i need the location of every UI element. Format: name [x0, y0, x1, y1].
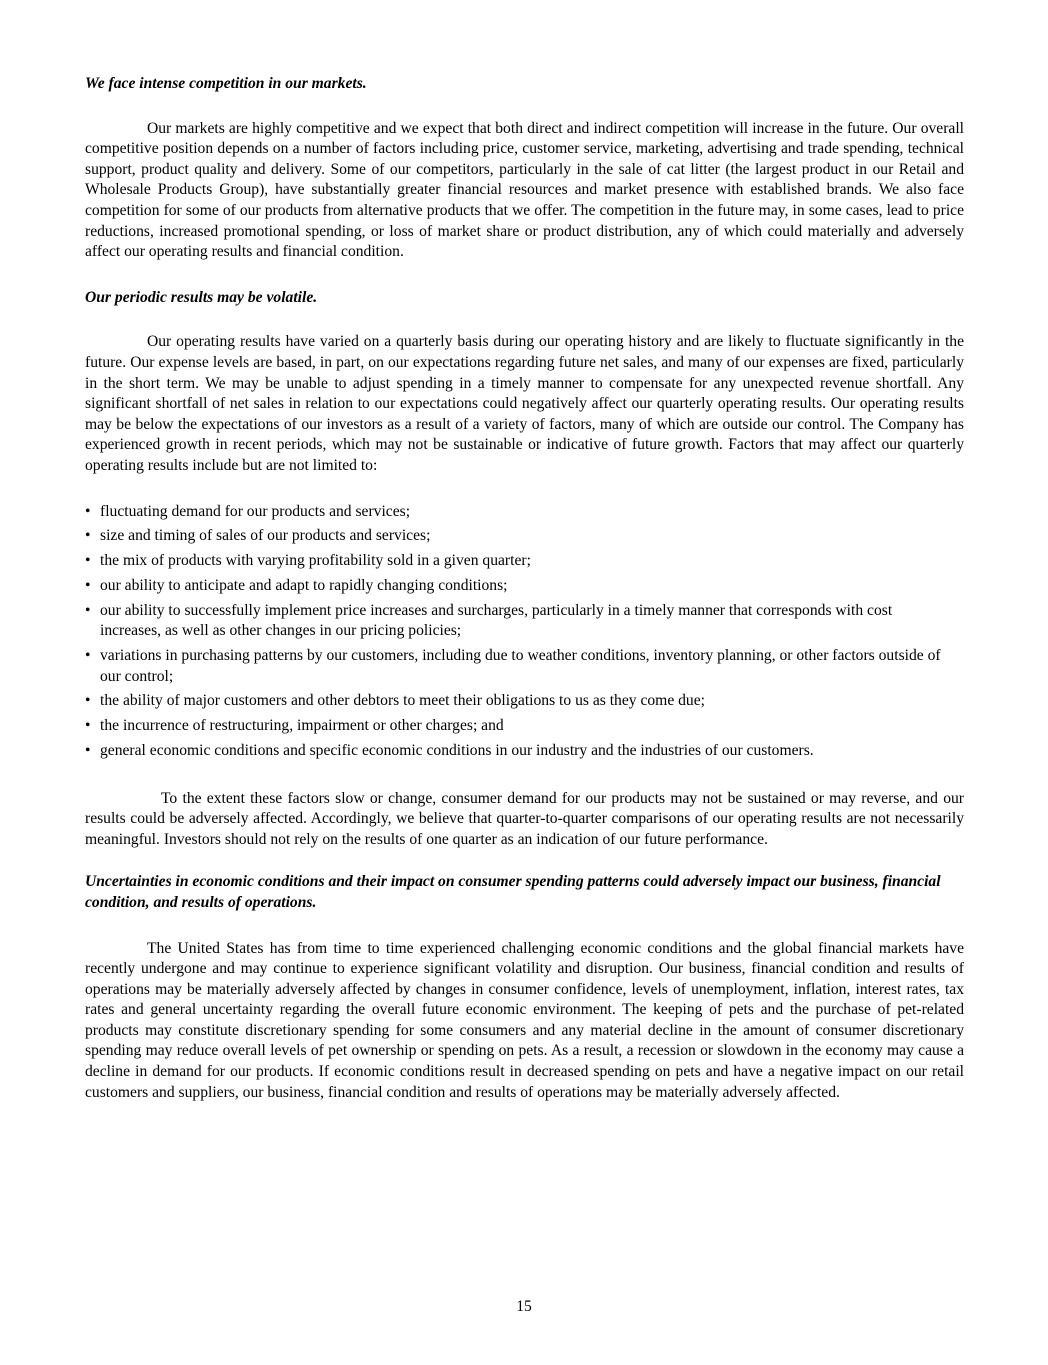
list-item [85, 601, 964, 642]
bullet-icon: • [85, 502, 91, 520]
bullet-icon: • [85, 601, 91, 619]
list-item-text: general economic conditions and specific economic conditions in our industry and the industries of our customers. [100, 741, 814, 759]
list-item [85, 551, 964, 572]
volatility-paragraph: Our operating results have varied on a quarterly basis during our operating history and are likely to fluctuate significantly in the future. Our expense levels are based, in part, on our expectations regarding future net sales, and many of our expenses are fixed, particularly in the short term. We may be unable to adjust spending in a timely manner to compensate for any unexpected revenue shortfall. Any significant shortfall of net sales in relation to our expectations could negatively affect our quarterly operating results. Our operating results may be below the expectations of our investors as a result of a variety of factors, many of which are outside our control. The Company has experienced growth in recent periods, which may not be sustainable or indicative of future growth. Factors that may affect our quarterly operating results include but are not limited to: [85, 333, 964, 474]
section-heading-economic-conditions: Uncertainties in economic conditions and their impact on consumer spending patterns could adversely impact our business, financial condition, and results of operations. [85, 873, 941, 911]
factors-closing-paragraph: To the extent these factors slow or change, consumer demand for our products may not be sustained or may reverse, and our results could be adversely affected. Accordingly, we believe that quarter-to-quarter comparisons of our operating results are not necessarily meaningful. Investors should not rely on the results of one quarter as an indication of our future performance. [85, 789, 964, 848]
list-item-text: the mix of products with varying profitability sold in a given quarter; [100, 552, 531, 570]
factors-bullet-list [85, 502, 964, 762]
section-heading-volatility: Our periodic results may be volatile. [85, 288, 318, 306]
list-item-text: the incurrence of restructuring, impairment or other charges; and [100, 717, 504, 735]
list-item [85, 502, 964, 523]
bullet-icon: • [85, 576, 91, 594]
page-number: 15 [516, 1298, 532, 1315]
list-item-text: the ability of major customers and other debtors to meet their obligations to us as they come due; [100, 692, 705, 710]
bullet-icon: • [85, 741, 91, 759]
list-item-text: variations in purchasing patterns by our customers, including due to weather conditions, inventory planning, or other factors outside of our control; [100, 647, 941, 685]
list-item [85, 691, 964, 712]
bullet-icon: • [85, 692, 91, 710]
competition-paragraph: Our markets are highly competitive and we expect that both direct and indirect competition will increase in the future. Our overall competitive position depends on a number of factors including price, customer service, marketing, advertising and trade spending, technical support, product quality and delivery. Some of our competitors, particularly in the sale of cat litter (the largest product in our Retail and Wholesale Products Group), have substantially greater financial resources and market presence with established brands. We also face competition for some of our products from alternative products that we offer. The competition in the future may, in some cases, lead to price reductions, increased promotional spending, or loss of market share or product distribution, any of which could materially and adversely affect our operating results and financial condition. [85, 119, 964, 261]
bullet-icon: • [85, 717, 91, 735]
list-item-text: fluctuating demand for our products and services; [100, 502, 411, 520]
document-page [85, 74, 964, 1103]
list-item-text: our ability to anticipate and adapt to rapidly changing conditions; [100, 576, 508, 594]
list-item-text: our ability to successfully implement price increases and surcharges, particularly in a timely manner that corresponds with cost increases, as well as other changes in our pricing policies; [100, 601, 893, 640]
list-item [85, 526, 964, 547]
list-item [85, 716, 964, 737]
bullet-icon: • [85, 527, 91, 545]
bullet-icon: • [85, 552, 91, 570]
list-item [85, 576, 964, 597]
bullet-icon: • [85, 647, 91, 664]
list-item [85, 646, 964, 687]
economic-conditions-paragraph: The United States has from time to time experienced challenging economic conditions and the global financial markets have recently undergone and may continue to experience significant volatility and disruption. Our business, financial condition and results of operations may be materially adversely affected by changes in consumer confidence, levels of unemployment, inflation, interest rates, tax rates and general uncertainty regarding the overall future economic environment. The keeping of pets and the purchase of pet-related products may constitute discretionary spending for some consumers and any material decline in the amount of consumer discretionary spending may reduce overall levels of pet ownership or spending on pets. As a result, a recession or slowdown in the economy may cause a decline in demand for our products. If economic conditions result in decreased spending on pets and have a negative impact on our retail customers and suppliers, our business, financial condition and results of operations may be materially adversely affected. [85, 939, 964, 1101]
list-item-text: size and timing of sales of our products and services; [100, 527, 431, 545]
section-heading-competition: We face intense competition in our markets. [85, 75, 367, 92]
list-item [85, 741, 964, 762]
